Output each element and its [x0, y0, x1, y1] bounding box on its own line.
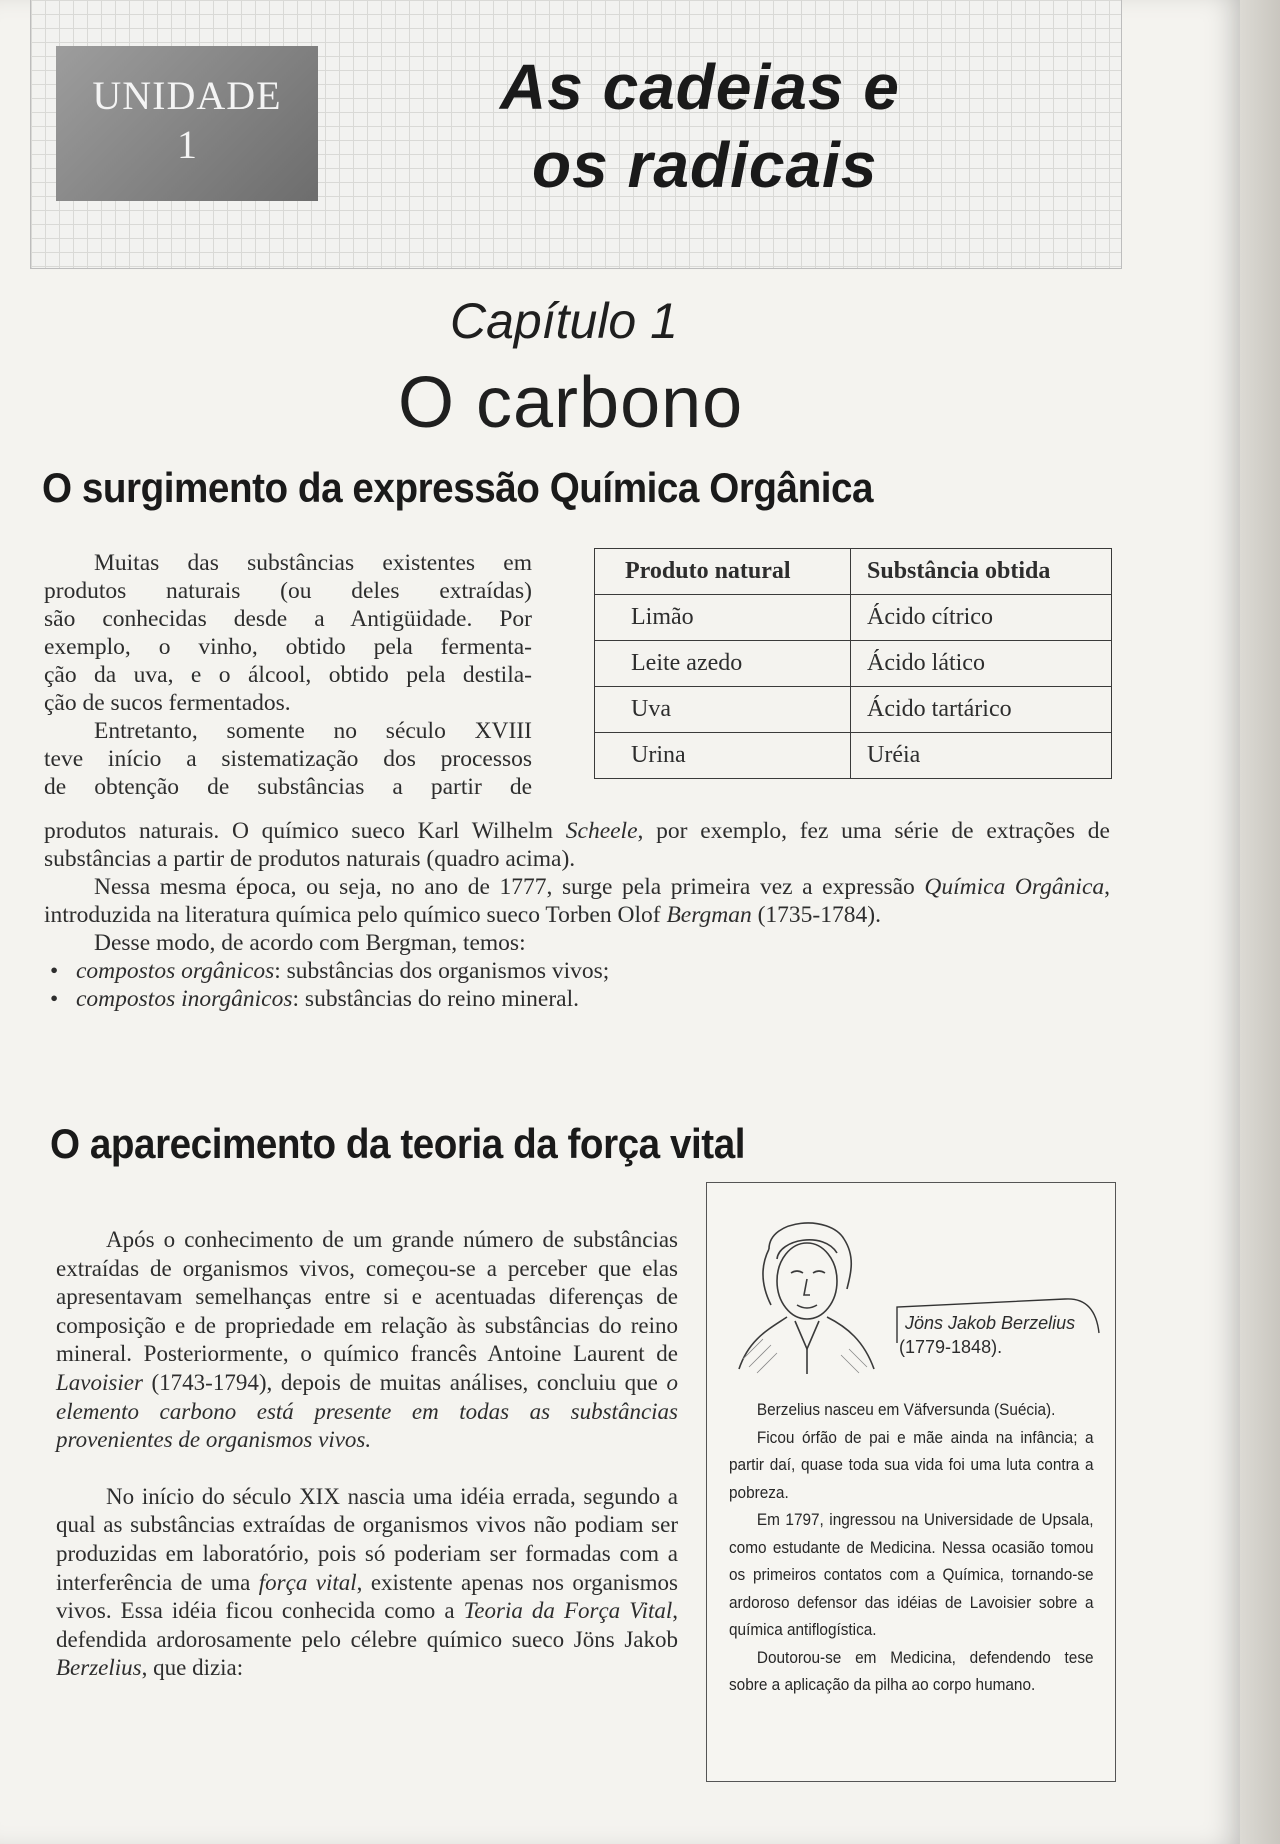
paragraph-scheele — [44, 817, 1110, 873]
table-header-cell: Produto natural — [595, 549, 851, 595]
text-line: de obtenção de substâncias a partir de — [44, 774, 532, 800]
text-run: Bergman — [666, 902, 752, 928]
table-cell: Ácido cítrico — [851, 595, 1112, 641]
paragraph-bergman-intro: Desse modo, de acordo com Bergman, temos: — [94, 930, 526, 956]
unit-title-line2: os radicais — [532, 129, 878, 201]
chapter-label: Capítulo 1 — [450, 293, 678, 349]
list-item — [44, 985, 1110, 1013]
section-heading-organic-chemistry: O surgimento da expressão Química Orgânica — [42, 464, 874, 511]
bio-paragraph: Ficou órfão de pai e mãe ainda na infância; a partir daí, quase toda sua vida foi uma luta contra a pobreza. — [729, 1428, 1094, 1502]
table-header-row — [595, 549, 1112, 595]
list-item — [44, 957, 1110, 985]
chapter-title: O carbono — [398, 363, 744, 443]
text-run: Scheele — [565, 818, 638, 844]
text-run: Lavoisier — [56, 1369, 143, 1395]
table-cell: Urina — [595, 733, 851, 779]
natural-products-table — [594, 548, 1112, 779]
table-row — [595, 595, 1112, 641]
section-heading-vital-force: O aparecimento da teoria da força vital — [50, 1120, 746, 1167]
text-run: : substâncias do reino mineral. — [292, 986, 580, 1012]
text-line: Entretanto, somente no século XVIII — [94, 718, 532, 744]
unit-label: UNIDADE — [92, 73, 282, 118]
text-run: Química Orgânica — [924, 874, 1105, 900]
text-run: , por exemplo, fez uma série de extrações de substâncias a partir de produtos naturais (quadro acima). — [44, 818, 1110, 872]
unit-title-line1: As cadeias e — [500, 51, 900, 123]
table-cell: Uva — [595, 687, 851, 733]
paragraph-vital-force — [56, 1483, 678, 1683]
text-run: (1743-1794), depois de muitas análises, concluiu que — [142, 1369, 667, 1395]
text-line: ção de sucos fermentados. — [44, 690, 291, 716]
berzelius-portrait — [729, 1209, 879, 1379]
berzelius-sidebar — [706, 1182, 1116, 1782]
caption-name: Jöns Jakob Berzelius — [905, 1313, 1076, 1333]
compound-list — [44, 957, 1110, 1013]
bio-paragraph: Em 1797, ingressou na Universidade de Upsala, como estudante de Medicina. Nessa ocasião tomou os primeiros contatos com a Química, tornando-se ardoroso defensor das idéias de Lavoisier sobre a química antiflogística. — [729, 1511, 1094, 1639]
text-run: No início do século XIX nascia uma idéia errada, segundo a qual as substâncias extraídas de organismos vivos não podiam ser produzidas em laboratório, pois só poderiam ser formadas com a interferência de uma — [56, 1483, 678, 1595]
section1-body — [44, 817, 1110, 1013]
bio-paragraph: Doutorou-se em Medicina, defendendo tese sobre a aplicação da pilha ao corpo humano. — [729, 1648, 1094, 1694]
section1-intro — [44, 549, 532, 801]
text-line: ção da uva, e o álcool, obtido pela destila- — [44, 662, 532, 688]
table-row — [595, 641, 1112, 687]
text-line: teve início a sistematização dos processos — [44, 746, 532, 772]
table-cell: Leite azedo — [595, 641, 851, 687]
section2-body — [56, 1226, 678, 1683]
caption-years: (1779-1848). — [899, 1337, 1003, 1357]
text-run: Berzelius — [56, 1655, 142, 1681]
text-run: Nessa mesma época, ou seja, no ano de 1777, surge pela primeira vez a expressão — [94, 874, 925, 900]
text-run: : substâncias dos organismos vivos; — [274, 958, 610, 984]
text-line: exemplo, o vinho, obtido pela fermenta- — [44, 634, 532, 660]
text-run: Após o conhecimento de um grande número de substâncias extraídas de organismos vivos, começou-se a perceber que elas apresentavam semelhanças entre si e acentuadas diferenças de composição e de propriedade em relação às substâncias do reino mineral. Posteriormente, o químico francês Antoine Laurent de — [56, 1227, 678, 1367]
text-line: são conhecidas desde a Antigüidade. Por — [44, 606, 532, 632]
text-run: o elemento carbono está presente em todas as substâncias provenientes de organismos vivos. — [56, 1369, 678, 1453]
text-run: Teoria da Força Vital — [463, 1598, 673, 1624]
text-run: , introduzida na literatura química pelo químico sueco Torben Olof — [44, 874, 1110, 928]
table-row — [595, 687, 1112, 733]
text-run: , existente apenas nos organismos vivos. Essa idéia ficou conhecida como a — [56, 1569, 678, 1624]
paragraph-bergman — [44, 873, 1110, 929]
text-line: Muitas das substâncias existentes em — [94, 550, 532, 576]
berzelius-bio — [729, 1397, 1094, 1700]
text-run: , que dizia: — [141, 1655, 244, 1681]
text-run: (1735-1784). — [751, 902, 881, 928]
text-run: compostos orgânicos — [76, 958, 275, 984]
portrait-caption — [899, 1313, 1095, 1357]
table-cell: Limão — [595, 595, 851, 641]
paragraph-lavoisier — [56, 1226, 678, 1455]
unit-title — [500, 48, 1020, 204]
text-run: , defendida ardorosamente pelo célebre químico sueco Jöns Jakob — [56, 1598, 678, 1652]
table-cell: Ácido lático — [851, 641, 1112, 687]
unit-number: 1 — [177, 122, 197, 167]
unit-badge — [56, 46, 318, 201]
text-run: produtos naturais. O químico sueco Karl Wilhelm — [44, 818, 566, 844]
page-edge — [1240, 0, 1280, 1844]
table-cell: Ácido tartárico — [851, 687, 1112, 733]
text-run: força vital — [258, 1569, 357, 1595]
bio-paragraph: Berzelius nasceu em Väfversunda (Suécia). — [756, 1401, 1056, 1419]
text-run: compostos inorgânicos — [76, 986, 293, 1012]
table-row — [595, 733, 1112, 779]
text-line: produtos naturais (ou deles extraídas) — [44, 578, 532, 604]
table-cell: Uréia — [851, 733, 1112, 779]
table-header-cell: Substância obtida — [851, 549, 1112, 595]
